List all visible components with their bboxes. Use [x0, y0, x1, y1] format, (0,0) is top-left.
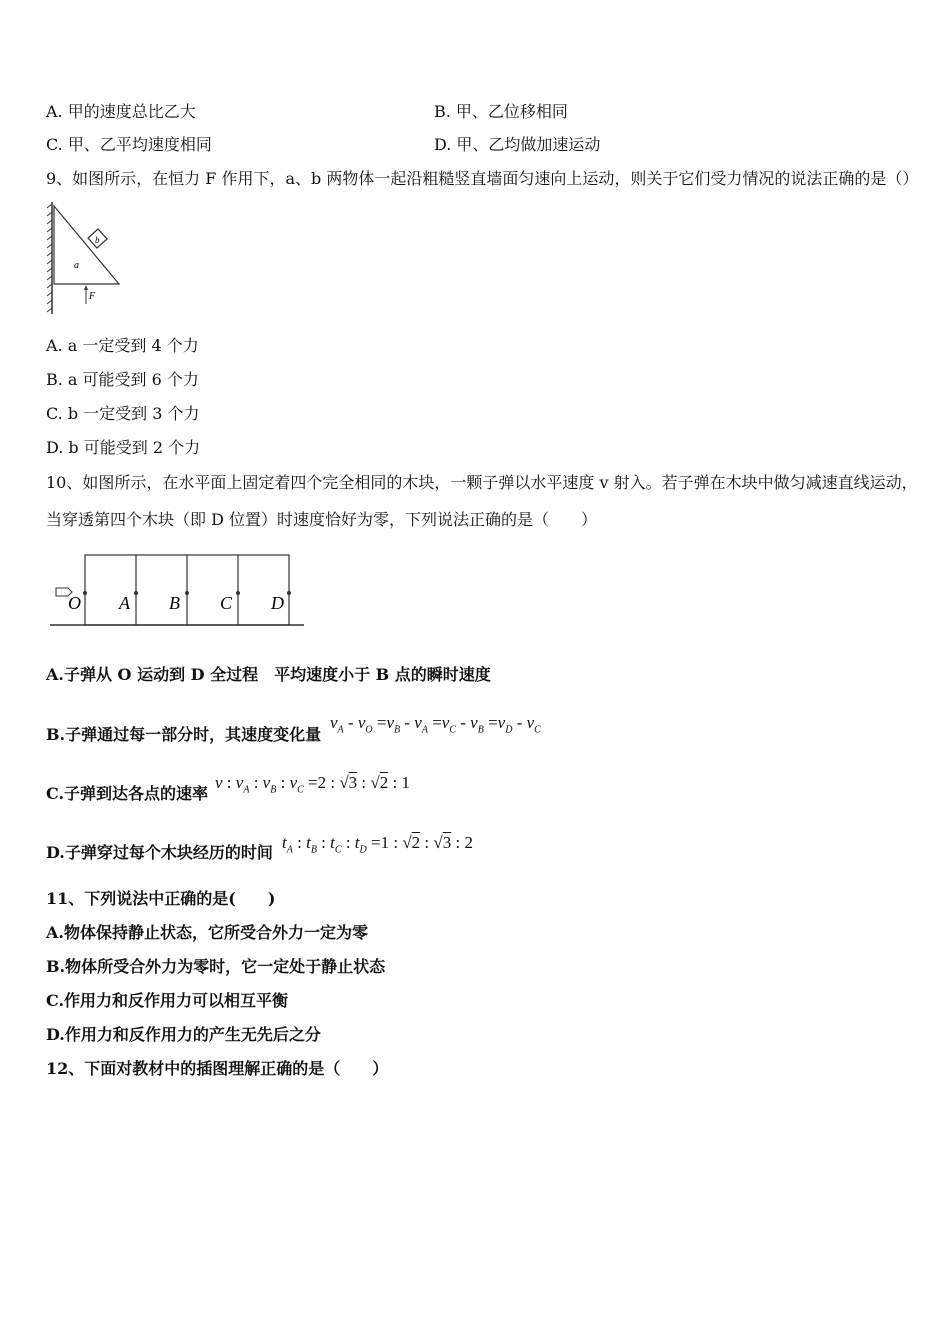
q10-option-b: B.子弹通过每一部分时，其速度变化量	[46, 725, 322, 744]
label-f: F	[89, 291, 96, 302]
q11-stem: 11、下列说法中正确的是( )	[46, 889, 276, 908]
label-d: D	[271, 593, 284, 613]
q10-stem-line1: 10、如图所示，在水平面上固定着四个完全相同的木块，一颗子弹以水平速度 v 射入。若子弹在木块中做匀减速直线运动，	[46, 473, 918, 492]
q10-stem-line2: 当穿透第四个木块（即 D 位置）时速度恰好为零，下列说法正确的是（ ）	[46, 510, 598, 529]
wall	[47, 202, 52, 314]
q9-figure	[44, 198, 124, 318]
q11-option-a: A.物体保持静止状态，它所受合外力一定为零	[46, 923, 368, 942]
q10-formula-d: $t_A$ : $t_B$ : $t_C$ : $t_D =1$ : √2 : √3 : 2	[282, 833, 473, 856]
q9-stem: 9、如图所示，在恒力 F 作用下，a、b 两物体一起沿粗糙竖直墙面匀速向上运动，则关于它们受力情况的说法正确的是（）	[46, 169, 919, 188]
q11-option-d: D.作用力和反作用力的产生无先后之分	[46, 1025, 321, 1044]
label-o: O	[68, 593, 81, 613]
block-a	[54, 206, 119, 284]
q8-option-c: C. 甲、乙平均速度相同	[46, 135, 212, 154]
q10-formula-c: v : $v_A$ : $v_B$ : $v_C =2$ : √3 : √2 : 1	[215, 773, 410, 796]
q10-option-c: C.子弹到达各点的速率	[46, 784, 209, 803]
q10-option-a: A.子弹从 O 运动到 D 全过程 平均速度小于 B 点的瞬时速度	[46, 665, 491, 684]
q8-option-b: B. 甲、乙位移相同	[434, 102, 568, 121]
q10-figure	[48, 550, 308, 630]
q9-option-d: D. b 可能受到 2 个力	[46, 438, 201, 457]
q10-option-d: D.子弹穿过每个木块经历的时间	[46, 843, 273, 862]
label-c: C	[220, 593, 233, 613]
label-b: B	[169, 593, 180, 613]
q10-formula-b: $v_A - v_O =v_B - v_A =v_C - v_B =v_D - v_C$	[330, 713, 541, 736]
label-a: a	[74, 260, 79, 271]
q11-option-c: C.作用力和反作用力可以相互平衡	[46, 991, 289, 1010]
label-a: A	[119, 593, 130, 613]
q8-option-a: A. 甲的速度总比乙大	[46, 102, 196, 121]
label-b: b	[95, 235, 100, 245]
q8-option-d: D. 甲、乙均做加速运动	[434, 135, 601, 154]
q9-option-a: A. a 一定受到 4 个力	[46, 336, 199, 355]
q11-option-b: B.物体所受合外力为零时，它一定处于静止状态	[46, 957, 386, 976]
q12-stem: 12、下面对教材中的插图理解正确的是（ ）	[46, 1059, 389, 1078]
q9-option-c: C. b 一定受到 3 个力	[46, 404, 200, 423]
q9-option-b: B. a 可能受到 6 个力	[46, 370, 199, 389]
